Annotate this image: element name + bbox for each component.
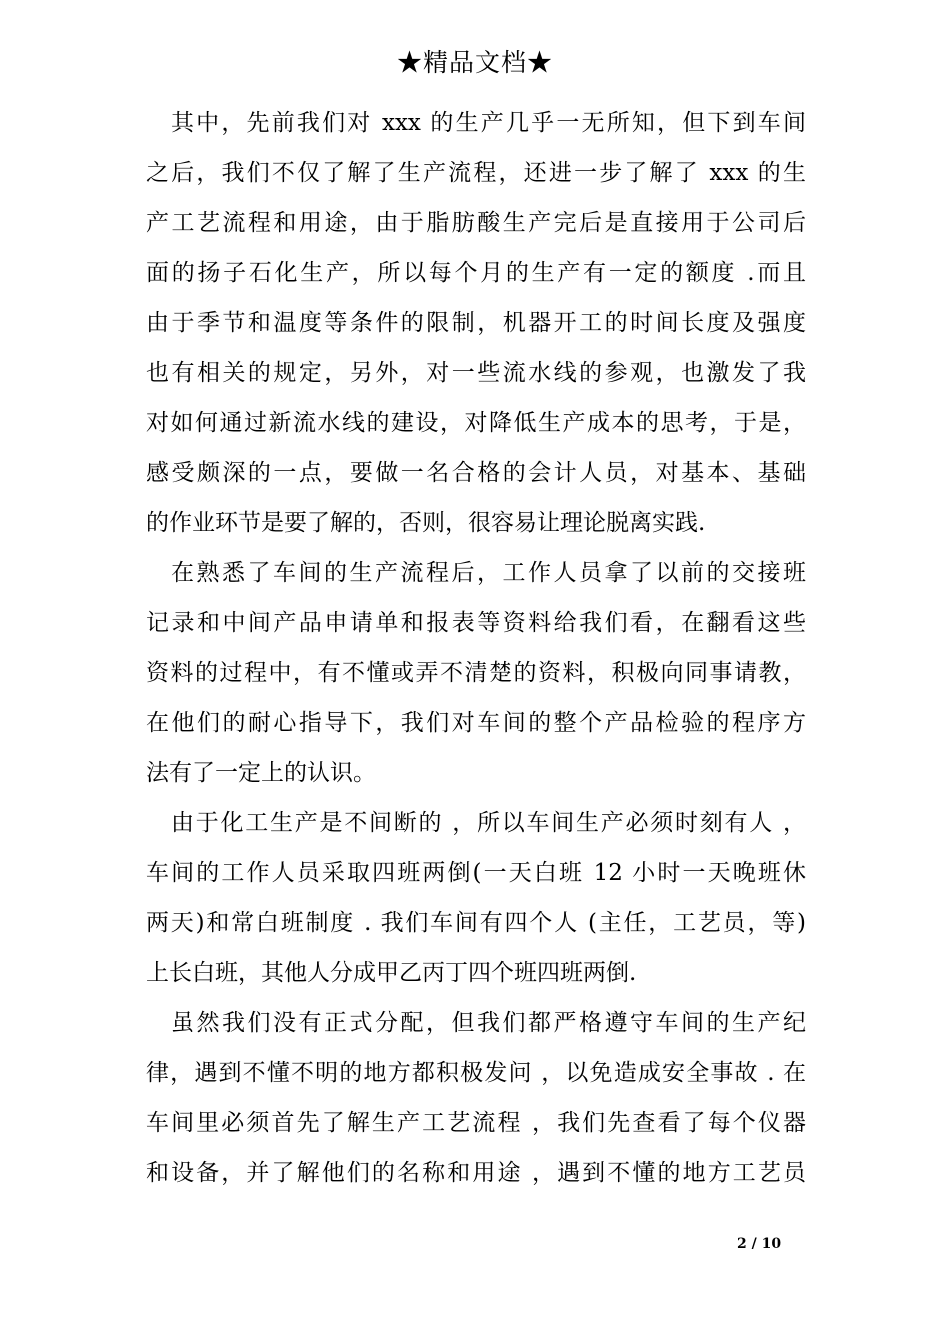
- page-number: 2 / 10: [737, 1236, 782, 1252]
- text-line: 资料的过程中，有不懂或弄不清楚的资料，积极向同事请教，: [146, 660, 806, 686]
- text-line: 虽然我们没有正式分配，但我们都严格遵守车间的生产纪: [171, 1010, 806, 1036]
- text-line: 感受颇深的一点，要做一名合格的会计人员，对基本、基础: [146, 460, 806, 486]
- paragraph-4: [146, 998, 806, 1198]
- text-line: 面的扬子石化生产，所以每个月的生产有一定的额度 .而且: [146, 260, 806, 286]
- text-line: 其中，先前我们对 xxx 的生产几乎一无所知，但下到车间: [171, 110, 806, 136]
- document-header-title: ★精品文档★: [396, 48, 553, 77]
- paragraph-2: [146, 548, 806, 798]
- text-line: 由于化工生产是不间断的 ，所以车间生产必须时刻有人 ，: [171, 810, 806, 836]
- text-line: 由于季节和温度等条件的限制，机器开工的时间长度及强度: [146, 310, 806, 336]
- text-line: 在他们的耐心指导下，我们对车间的整个产品检验的程序方: [146, 710, 806, 736]
- text-line: 两天)和常白班制度 . 我们车间有四个人 (主任，工艺员，等): [146, 910, 806, 936]
- text-line: 对如何通过新流水线的建设，对降低生产成本的思考，于是，: [146, 410, 806, 436]
- text-line: 产工艺流程和用途，由于脂肪酸生产完后是直接用于公司后: [146, 210, 806, 236]
- text-line: 和设备，并了解他们的名称和用途 ，遇到不懂的地方工艺员: [146, 1160, 806, 1186]
- text-line: 上长白班，其他人分成甲乙丙丁四个班四班两倒.: [146, 960, 637, 986]
- text-line: 的作业环节是要了解的，否则，很容易让理论脱离实践.: [146, 510, 706, 536]
- text-line: 记录和中间产品申请单和报表等资料给我们看，在翻看这些: [146, 610, 806, 636]
- paragraph-1: [146, 98, 806, 548]
- document-body: [146, 98, 806, 1198]
- text-line: 法有了一定上的认识。: [146, 760, 376, 786]
- text-line: 律，遇到不懂不明的地方都积极发问 ，以免造成安全事故 . 在: [146, 1060, 806, 1086]
- text-line: 也有相关的规定，另外，对一些流水线的参观，也激发了我: [146, 360, 806, 386]
- text-line: 在熟悉了车间的生产流程后，工作人员拿了以前的交接班: [171, 560, 806, 586]
- text-line: 车间的工作人员采取四班两倒(一天白班 12 小时一天晚班休: [146, 860, 806, 886]
- paragraph-3: [146, 798, 806, 998]
- text-line: 之后，我们不仅了解了生产流程，还进一步了解了 xxx 的生: [146, 160, 806, 186]
- text-line: 车间里必须首先了解生产工艺流程 ，我们先查看了每个仪器: [146, 1110, 806, 1136]
